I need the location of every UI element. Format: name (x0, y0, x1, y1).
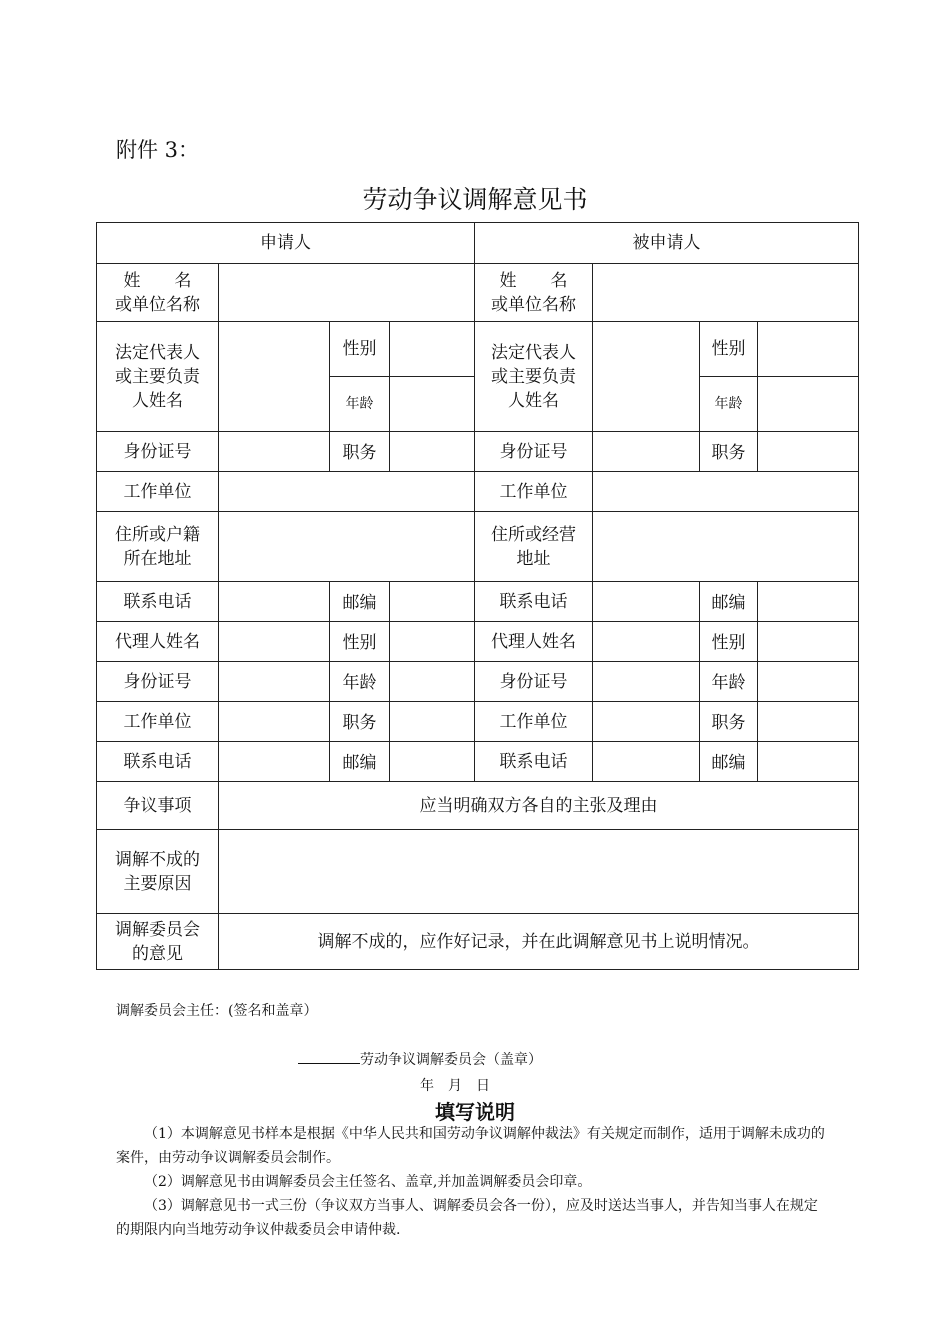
applicant-legal-rep-field[interactable] (219, 322, 330, 432)
applicant-agent-id-field[interactable] (219, 662, 330, 702)
respondent-age-field[interactable] (758, 377, 859, 432)
applicant-name-field[interactable] (219, 264, 475, 322)
document-title: 劳动争议调解意见书 (362, 185, 588, 214)
applicant-gender-field[interactable] (390, 322, 475, 377)
applicant-id-label: 身份证号 (97, 432, 219, 472)
respondent-agent-phone-field[interactable] (593, 742, 700, 782)
respondent-agent-phone-label: 联系电话 (475, 742, 593, 782)
respondent-name-label: 姓 名 或单位名称 (475, 264, 593, 322)
applicant-id-field[interactable] (219, 432, 330, 472)
applicant-age-label: 年龄 (330, 377, 390, 432)
dispute-matter-label: 争议事项 (97, 782, 219, 830)
respondent-agent-postcode-field[interactable] (758, 742, 859, 782)
applicant-agent-phone-label: 联系电话 (97, 742, 219, 782)
instruction-item: （2）调解意见书由调解委员会主任签名、盖章,并加盖调解委员会印章。 (144, 1174, 592, 1190)
respondent-phone-field[interactable] (593, 582, 700, 622)
applicant-agent-gender-label: 性别 (330, 622, 390, 662)
respondent-agent-work-unit-label: 工作单位 (475, 702, 593, 742)
applicant-agent-age-field[interactable] (390, 662, 475, 702)
respondent-agent-gender-label: 性别 (700, 622, 758, 662)
dispute-matter-field[interactable]: 应当明确双方各自的主张及理由 (219, 782, 859, 830)
applicant-phone-field[interactable] (219, 582, 330, 622)
instruction-item: （1）本调解意见书样本是根据《中华人民共和国劳动争议调解仲裁法》有关规定而制作，适用于调解未成功的案件，由劳动争议调解委员会制作。 (116, 1126, 825, 1166)
respondent-agent-id-label: 身份证号 (475, 662, 593, 702)
applicant-agent-phone-field[interactable] (219, 742, 330, 782)
applicant-legal-rep-label: 法定代表人 或主要负责 人姓名 (97, 322, 219, 432)
committee-name-blank[interactable] (298, 1049, 360, 1064)
applicant-position-label: 职务 (330, 432, 390, 472)
respondent-agent-position-field[interactable] (758, 702, 859, 742)
applicant-postcode-label: 邮编 (330, 582, 390, 622)
respondent-legal-rep-label: 法定代表人 或主要负责 人姓名 (475, 322, 593, 432)
instruction-item: （3）调解意见书一式三份（争议双方当事人、调解委员会各一份），应及时送达当事人，并告知当事人在规定的期限内向当地劳动争议仲裁委员会申请仲裁. (116, 1198, 818, 1238)
respondent-agent-gender-field[interactable] (758, 622, 859, 662)
attachment-label: 附件 3： (116, 138, 200, 162)
applicant-agent-work-unit-label: 工作单位 (97, 702, 219, 742)
respondent-header: 被申请人 (475, 223, 859, 264)
committee-opinion-field[interactable]: 调解不成的，应作好记录，并在此调解意见书上说明情况。 (219, 914, 859, 970)
respondent-gender-field[interactable] (758, 322, 859, 377)
respondent-position-field[interactable] (758, 432, 859, 472)
respondent-postcode-field[interactable] (758, 582, 859, 622)
applicant-residence-field[interactable] (219, 512, 475, 582)
respondent-position-label: 职务 (700, 432, 758, 472)
respondent-id-label: 身份证号 (475, 432, 593, 472)
respondent-business-address-field[interactable] (593, 512, 859, 582)
respondent-age-label: 年龄 (700, 377, 758, 432)
respondent-agent-name-label: 代理人姓名 (475, 622, 593, 662)
applicant-agent-position-field[interactable] (390, 702, 475, 742)
respondent-phone-label: 联系电话 (475, 582, 593, 622)
respondent-legal-rep-field[interactable] (593, 322, 700, 432)
applicant-phone-label: 联系电话 (97, 582, 219, 622)
failure-reason-label: 调解不成的 主要原因 (97, 830, 219, 914)
applicant-agent-postcode-label: 邮编 (330, 742, 390, 782)
applicant-gender-label: 性别 (330, 322, 390, 377)
committee-opinion-label: 调解委员会 的意见 (97, 914, 219, 970)
respondent-id-field[interactable] (593, 432, 700, 472)
respondent-work-unit-label: 工作单位 (475, 472, 593, 512)
applicant-name-label: 姓 名 或单位名称 (97, 264, 219, 322)
respondent-gender-label: 性别 (700, 322, 758, 377)
respondent-business-address-label: 住所或经营 地址 (475, 512, 593, 582)
applicant-agent-age-label: 年龄 (330, 662, 390, 702)
respondent-agent-id-field[interactable] (593, 662, 700, 702)
applicant-agent-name-label: 代理人姓名 (97, 622, 219, 662)
applicant-work-unit-field[interactable] (219, 472, 475, 512)
applicant-agent-postcode-field[interactable] (390, 742, 475, 782)
committee-seal-line (298, 1049, 542, 1069)
applicant-agent-id-label: 身份证号 (97, 662, 219, 702)
applicant-position-field[interactable] (390, 432, 475, 472)
chair-signature-line: 调解委员会主任：(签名和盖章） (116, 1003, 318, 1019)
applicant-header: 申请人 (97, 223, 475, 264)
date-line: 年 月 日 (420, 1078, 490, 1094)
instructions-list (116, 1122, 828, 1242)
respondent-agent-age-label: 年龄 (700, 662, 758, 702)
applicant-agent-name-field[interactable] (219, 622, 330, 662)
respondent-agent-postcode-label: 邮编 (700, 742, 758, 782)
applicant-residence-label: 住所或户籍 所在地址 (97, 512, 219, 582)
respondent-work-unit-field[interactable] (593, 472, 859, 512)
applicant-agent-work-unit-field[interactable] (219, 702, 330, 742)
mediation-opinion-form (96, 222, 859, 970)
respondent-agent-name-field[interactable] (593, 622, 700, 662)
respondent-agent-work-unit-field[interactable] (593, 702, 700, 742)
respondent-agent-position-label: 职务 (700, 702, 758, 742)
respondent-postcode-label: 邮编 (700, 582, 758, 622)
applicant-age-field[interactable] (390, 377, 475, 432)
instructions-title: 填写说明 (435, 1100, 515, 1124)
applicant-agent-position-label: 职务 (330, 702, 390, 742)
failure-reason-field[interactable] (219, 830, 859, 914)
respondent-agent-age-field[interactable] (758, 662, 859, 702)
applicant-work-unit-label: 工作单位 (97, 472, 219, 512)
committee-seal-text: 劳动争议调解委员会（盖章） (360, 1052, 542, 1068)
applicant-postcode-field[interactable] (390, 582, 475, 622)
respondent-name-field[interactable] (593, 264, 859, 322)
applicant-agent-gender-field[interactable] (390, 622, 475, 662)
